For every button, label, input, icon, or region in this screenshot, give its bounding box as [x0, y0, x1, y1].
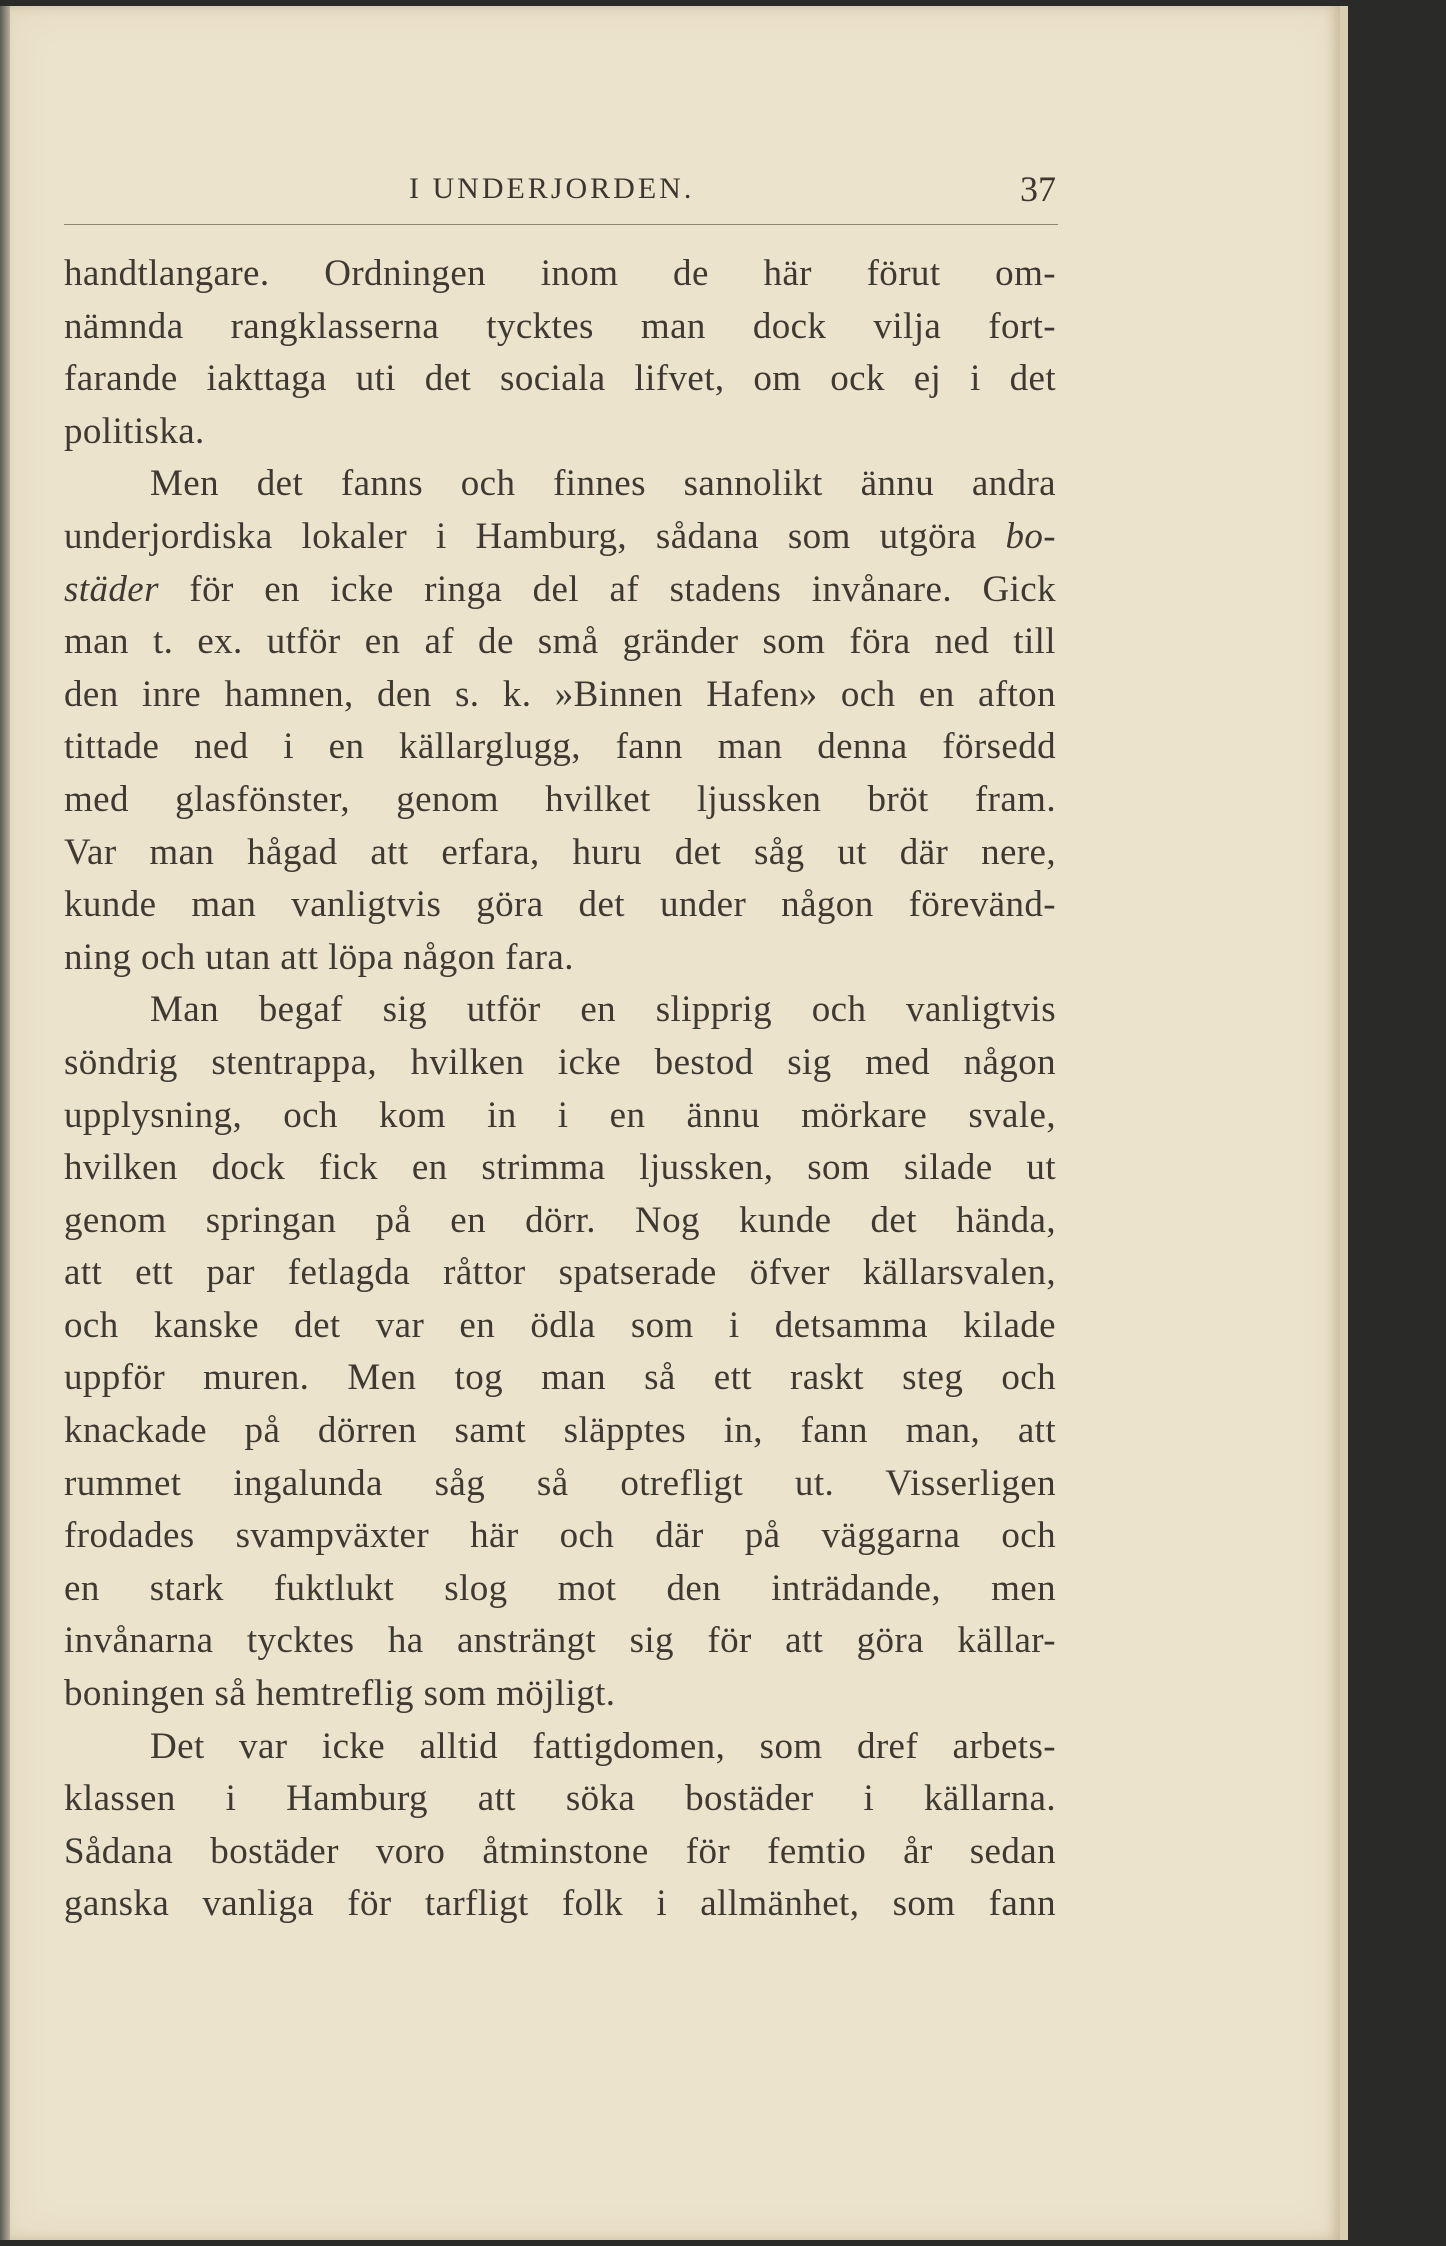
- page-edge: [1340, 6, 1348, 2240]
- text-line: Det var icke alltid fattigdomen, som dref arbets-: [150, 1725, 1056, 1767]
- text-line: genom springan på en dörr. Nog kunde det hända,: [64, 1199, 1056, 1241]
- text-line: ganska vanliga för tarfligt folk i allmänhet, som fann: [64, 1883, 1056, 1925]
- text-line: Men det fanns och finnes sannolikt ännu andra: [150, 463, 1056, 505]
- page-number: 37: [1020, 169, 1056, 209]
- text-line: Man begaf sig utför en slipprig och vanligtvis: [150, 989, 1056, 1031]
- running-title: I UNDERJORDEN.: [409, 172, 695, 205]
- text-line: en stark fuktlukt slog mot den inträdande, men: [64, 1567, 1056, 1609]
- header-rule: [64, 224, 1058, 225]
- text-span: underjordiska lokaler i Hamburg, sådana som utgöra: [64, 515, 977, 557]
- text-line: man t. ex. utför en af de små gränder som föra ned till: [64, 621, 1056, 663]
- text-line: och kanske det var en ödla som i detsamma kilade: [64, 1304, 1056, 1346]
- text-line: knackade på dörren samt släpptes in, fann man, att: [64, 1410, 1056, 1452]
- text-line: med glasfönster, genom hvilket ljussken bröt fram.: [64, 778, 1056, 820]
- text-line: nämnda rangklasserna tycktes man dock vilja fort-: [64, 305, 1056, 347]
- text-line: kunde man vanligtvis göra det under någon förevänd-: [64, 884, 1056, 926]
- text-line: [64, 511, 1056, 564]
- italic-word: städer: [64, 568, 159, 610]
- text-line: handtlangare. Ordningen inom de här förut om-: [64, 253, 1056, 294]
- text-line: den inre hamnen, den s. k. »Binnen Hafen» och en afton: [64, 673, 1056, 715]
- text-line: att ett par fetlagda råttor spatserade öfver källarsvalen,: [64, 1252, 1056, 1294]
- text-line: tittade ned i en källarglugg, fann man denna försedd: [64, 726, 1056, 768]
- text-line: boningen så hemtreflig som möjligt.: [64, 1673, 616, 1715]
- text-line: upplysning, och kom in i en ännu mörkare svale,: [64, 1094, 1056, 1136]
- page-header: [64, 169, 1056, 222]
- text-line: Sådana bostäder voro åtminstone för femtio år sedan: [64, 1830, 1056, 1872]
- text-line: söndrig stentrappa, hvilken icke bestod sig med någon: [64, 1041, 1056, 1083]
- text-line: ning och utan att löpa någon fara.: [64, 936, 574, 978]
- text-line: uppför muren. Men tog man så ett raskt steg och: [64, 1357, 1056, 1399]
- text-span: för en icke ringa del af stadens invånare. Gick: [189, 568, 1057, 610]
- text-line: Var man hågad att erfara, huru det såg ut där nere,: [64, 831, 1056, 873]
- body-text: [64, 248, 1056, 1931]
- text-line: invånarna tycktes ha ansträngt sig för att göra källar-: [64, 1620, 1056, 1662]
- text-line: frodades svampväxter här och där på väggarna och: [64, 1515, 1056, 1557]
- text-line: [64, 564, 1056, 617]
- text-line: rummet ingalunda såg så otrefligt ut. Visserligen: [64, 1462, 1056, 1504]
- italic-word: bo-: [1005, 515, 1056, 557]
- book-gutter-shadow: [0, 6, 10, 2240]
- text-line: farande iakttaga uti det sociala lifvet, om ock ej i det: [64, 358, 1056, 400]
- text-line: hvilken dock fick en strimma ljussken, som silade ut: [64, 1147, 1056, 1189]
- text-line: politiska.: [64, 410, 205, 452]
- text-line: klassen i Hamburg att söka bostäder i källarna.: [64, 1778, 1056, 1820]
